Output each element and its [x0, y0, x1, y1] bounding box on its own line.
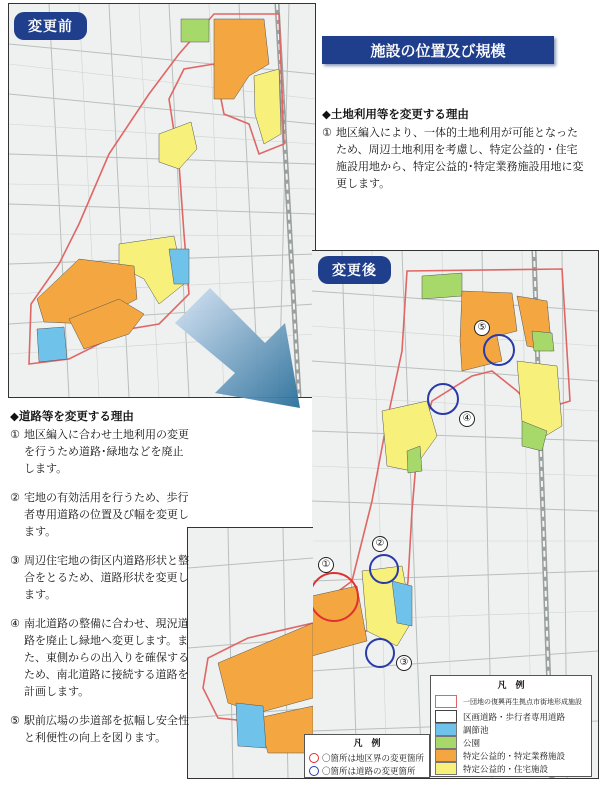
item-text: 地区編入に合わせ土地利用の変更を行うため道路･緑地などを廃止します。: [24, 428, 189, 475]
legend-item: [305, 764, 429, 777]
legend-heading: 凡 例: [353, 739, 381, 749]
legend-item: [305, 751, 429, 764]
road-heading: ◆道路等を変更する理由: [10, 409, 134, 423]
item-number: ④: [10, 617, 20, 630]
land-use-item: [322, 124, 588, 192]
legend-item: [431, 749, 591, 762]
land-use-reason: [322, 106, 588, 192]
red-circle-icon: [309, 753, 319, 763]
legend-swatch: [435, 762, 457, 775]
legend-label: 一団地の復興再生拠点市街地形成施設: [463, 697, 582, 706]
legend-label: 特定公益的・住宅施設: [463, 764, 549, 775]
legend-label: 調節池: [463, 725, 489, 736]
map-legend: [430, 675, 592, 777]
blue-circle-icon: [309, 766, 319, 776]
road-item: [10, 615, 190, 700]
item-text: 駅前広場の歩道部を拡幅し安全性と利便性の向上を図ります。: [24, 714, 189, 744]
item-text: 周辺住宅地の街区内道路形状と整合をとるため、道路形状を変更します。: [24, 554, 189, 601]
label-before: 変更前: [14, 12, 87, 40]
marker-3: ③: [396, 655, 412, 671]
road-item: [10, 712, 190, 746]
item-number: ⑤: [10, 714, 20, 727]
legend-swatch: [435, 723, 457, 736]
land-use-heading: ◆土地利用等を変更する理由: [322, 107, 469, 121]
legend-swatch: [435, 736, 457, 749]
item-number: ①: [10, 428, 20, 441]
legend-label: 区画道路・歩行者専用道路: [463, 712, 566, 723]
legend-label: 〇箇所は地区界の変更箇所: [322, 753, 425, 764]
legend-label: 〇箇所は道路の変更箇所: [322, 766, 416, 777]
road-reason: [10, 408, 190, 746]
page-title: 施設の位置及び規模: [322, 36, 554, 64]
legend-label: 公園: [463, 738, 481, 749]
legend-swatch: [435, 749, 457, 762]
item-number: ①: [322, 126, 332, 139]
map-after-lower-drawing: [188, 528, 313, 778]
item-number: ③: [10, 554, 20, 567]
item-number: ②: [10, 491, 20, 504]
legend-item: [431, 693, 591, 710]
legend-swatch: [435, 695, 457, 708]
legend-label: 特定公益的・特定業務施設: [463, 751, 566, 762]
legend-swatch: [435, 710, 457, 723]
map-after-lower: [187, 527, 313, 779]
road-item: [10, 489, 190, 540]
legend-item: [431, 762, 591, 775]
label-after: 変更後: [318, 256, 391, 284]
item-text: 南北道路の整備に合わせ、現況道路を廃止し緑地へ変更します。また、東側からの出入りを確保するため、南北道路に接続する道路を計画します。: [24, 617, 189, 698]
marker-2: ②: [372, 536, 388, 552]
change-arrow: [170, 283, 320, 423]
legend-heading: 凡 例: [497, 681, 525, 691]
item-text: 地区編入により、一体的土地利用が可能となったため、周辺土地利用を考慮し、特定公益的・住宅施設用地から、特定公益的･特定業務施設用地に変更します。: [336, 126, 584, 190]
change-legend: [304, 734, 430, 778]
marker-4: ④: [459, 411, 475, 427]
road-item: [10, 426, 190, 477]
item-text: 宅地の有効活用を行うため、歩行者専用道路の位置及び幅を変更します。: [24, 491, 189, 538]
legend-item: [431, 723, 591, 736]
marker-1: ①: [318, 557, 334, 573]
marker-5: ⑤: [474, 320, 490, 336]
legend-item: [431, 736, 591, 749]
legend-item: [431, 710, 591, 723]
road-item: [10, 552, 190, 603]
